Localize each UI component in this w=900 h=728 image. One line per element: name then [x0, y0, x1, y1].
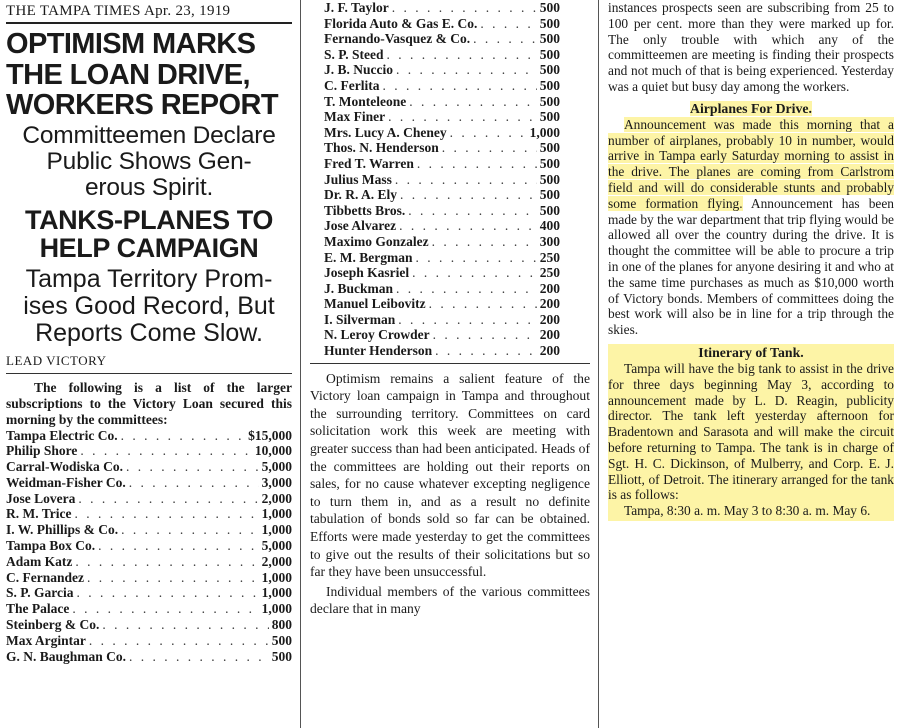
subscription-row: [324, 47, 560, 63]
subscription-amount: 3,000: [261, 474, 292, 490]
subscription-row: [6, 585, 292, 601]
subscriber-name: J. Buckman: [324, 280, 394, 296]
subscription-row: [324, 31, 560, 47]
subscriber-name: Mrs. Lucy A. Cheney: [324, 124, 447, 140]
leader-dots: [408, 203, 536, 219]
subscriber-name: Hunter Henderson: [324, 343, 433, 359]
lead-paragraph: The following is a list of the larger subscriptions to the Victory Loan secured this morning by the committees:: [6, 379, 292, 427]
leader-dots: [399, 218, 537, 234]
subscription-amount: 500: [539, 46, 560, 62]
masthead-rule: [6, 22, 292, 24]
leader-dots: [395, 172, 537, 188]
subscriber-name: Carral-Wodiska Co.: [6, 459, 124, 475]
subscription-amount: 1,000: [261, 506, 292, 522]
subscriber-name: N. Leroy Crowder: [324, 327, 430, 343]
deck-line: Committeemen Declare: [22, 121, 276, 149]
deck-2: [6, 266, 292, 347]
leader-dots: [416, 250, 537, 266]
subscription-amount: 500: [539, 15, 560, 31]
deck-1: [6, 123, 292, 201]
subscription-amount: 500: [271, 648, 292, 664]
leader-dots: [450, 125, 527, 141]
deck-line: erous Spirit.: [84, 173, 214, 201]
subscription-list: [310, 0, 590, 359]
subscription-amount: 1,000: [261, 522, 292, 538]
headline-line: TANKS-PLANES TO: [24, 204, 273, 235]
leader-dots: [80, 443, 251, 459]
headline-line: HELP CAMPAIGN: [39, 233, 259, 263]
deck-line: ises Good Record, But: [23, 291, 275, 320]
column-2: [304, 0, 596, 728]
subscription-amount: 500: [539, 140, 560, 156]
leader-dots: [398, 312, 536, 328]
subscription-row: [324, 281, 560, 297]
subscription-row: [324, 327, 560, 343]
body-paragraph: Optimism remains a salient feature of the Victory loan campaign in Tampa and throughout the surrounding territory. Committees on card solicitation work this week are meeting with greater success than had been anticipated. Heads of the committees are holding out their reports on sales, for no cause whatever excepting negligence to turn them in, and as a result no definite tabulation of bonds sold so far can be obtained. Efforts were made yesterday to get the committees to give out the results of their solicitations but so far they have been unsuccessful.: [310, 370, 590, 580]
subscription-amount: 250: [539, 265, 560, 281]
subscription-amount: 500: [539, 77, 560, 93]
subscription-amount: 1,000: [529, 124, 560, 140]
leader-dots: [102, 617, 268, 633]
subscription-row: [6, 601, 292, 617]
subscriber-name: Dr. R. A. Ely: [324, 187, 398, 203]
leader-dots: [72, 601, 258, 617]
subscription-amount: 500: [539, 109, 560, 125]
leader-dots: [121, 428, 246, 444]
subscription-amount: 500: [539, 155, 560, 171]
subscription-amount: 5,000: [261, 459, 292, 475]
subscription-amount: 500: [539, 202, 560, 218]
subscription-amount: 1,000: [261, 601, 292, 617]
subscription-row: [6, 617, 292, 633]
body-paragraph: Individual members of the various committees declare that in many: [310, 583, 590, 617]
subscription-row: [6, 570, 292, 586]
subscriber-name: Weidman-Fisher Co.: [6, 474, 126, 490]
subscriber-name: C. Ferlita: [324, 77, 380, 93]
subscription-row: [324, 78, 560, 94]
subscription-row: [324, 203, 560, 219]
subscriber-name: Philip Shore: [6, 443, 78, 459]
subscriber-name: Steinberg & Co.: [6, 617, 100, 633]
subscription-row: [324, 187, 560, 203]
subscription-row: [324, 140, 560, 156]
subscriber-name: R. M. Trice: [6, 506, 72, 522]
leader-dots: [433, 327, 537, 343]
subscriber-name: Joseph Kasriel: [324, 265, 410, 281]
column-rule: [300, 0, 301, 728]
subscription-row: [324, 312, 560, 328]
column-3: [602, 0, 900, 728]
headline-line: WORKERS REPORT: [6, 89, 278, 121]
subscription-row: [324, 62, 560, 78]
tank-itinerary: Tampa, 8:30 a. m. May 3 to 8:30 a. m. May 6.: [624, 503, 871, 519]
subscription-amount: $15,000: [248, 427, 292, 443]
subscriber-name: S. P. Steed: [324, 46, 384, 62]
subscription-row: [6, 633, 292, 649]
subscription-row: [6, 554, 292, 570]
leader-dots: [400, 187, 537, 203]
subscription-row: [6, 649, 292, 665]
subscription-amount: 200: [539, 327, 560, 343]
subscriber-name: J. F. Taylor: [324, 0, 389, 15]
subscription-amount: 300: [539, 233, 560, 249]
subscription-list: [6, 428, 292, 665]
airplanes-paragraph: [608, 117, 894, 338]
deck-line: Tampa Territory Prom-: [25, 264, 273, 293]
subscriber-name: Max Argintar: [6, 632, 86, 648]
leader-dots: [387, 47, 537, 63]
leader-dots: [78, 491, 258, 507]
subhead-tank: Itinerary of Tank.: [698, 344, 804, 360]
subscription-amount: 250: [539, 249, 560, 265]
subscriber-name: G. N. Baughman Co.: [6, 648, 127, 664]
leader-dots: [396, 281, 537, 297]
subhead-wrap: [608, 101, 894, 117]
leader-dots: [129, 649, 269, 665]
subscription-row: [324, 234, 560, 250]
leader-dots: [77, 585, 259, 601]
subscription-amount: 500: [539, 31, 560, 47]
leader-dots: [417, 156, 537, 172]
secondary-headline: [6, 206, 292, 263]
subscription-amount: 800: [271, 617, 292, 633]
subscriber-name: Maximo Gonzalez: [324, 233, 429, 249]
subscription-row: [324, 265, 560, 281]
subscription-row: [6, 506, 292, 522]
subscription-row: [324, 296, 560, 312]
subscription-row: [324, 156, 560, 172]
body-continuation: instances prospects seen are subscribing from 25 to 100 per cent. more than they were marked up for. The only trouble with which any of the committeemen are meeting is finding their prospects and not much of that is being experienced. Yesterday was a quiet but busy day among the workers.: [608, 0, 894, 94]
subscription-amount: 1,000: [261, 569, 292, 585]
subscription-row: [6, 428, 292, 444]
subscription-row: [6, 475, 292, 491]
subscription-row: [324, 218, 560, 234]
leader-dots: [75, 554, 258, 570]
subscription-row: [324, 94, 560, 110]
leader-dots: [429, 296, 537, 312]
headline-line: OPTIMISM MARKS: [6, 28, 256, 60]
subscriber-name: I. W. Phillips & Co.: [6, 522, 119, 538]
deck-line: Public Shows Gen-: [46, 147, 252, 175]
leader-dots: [87, 570, 259, 586]
subhead-airplanes: Airplanes For Drive.: [690, 100, 812, 116]
leader-dots: [126, 459, 259, 475]
subscriber-name: S. P. Garcia: [6, 585, 74, 601]
subscription-amount: 2,000: [261, 490, 292, 506]
leader-dots: [89, 633, 269, 649]
subscription-amount: 500: [271, 632, 292, 648]
subscriber-name: T. Monteleone: [324, 93, 407, 109]
subscriber-name: Jose Lovera: [6, 490, 76, 506]
subscription-amount: 2,000: [261, 553, 292, 569]
subscription-row: [6, 459, 292, 475]
subscription-amount: 200: [539, 311, 560, 327]
section-rule: [6, 373, 292, 374]
subscriber-name: Max Finer: [324, 109, 386, 125]
subscription-amount: 5,000: [261, 538, 292, 554]
subscriber-name: J. B. Nuccio: [324, 62, 393, 78]
subscription-amount: 200: [539, 280, 560, 296]
subscription-row: [324, 0, 560, 16]
subscription-amount: 500: [539, 62, 560, 78]
subscription-row: [6, 443, 292, 459]
section-rule: [310, 363, 590, 364]
leader-dots: [409, 94, 537, 110]
leader-dots: [388, 109, 537, 125]
subscriber-name: Tampa Electric Co.: [6, 427, 118, 443]
leader-dots: [412, 265, 537, 281]
leader-dots: [396, 62, 537, 78]
subscriber-name: I. Silverman: [324, 311, 396, 327]
subscriber-name: Fred T. Warren: [324, 155, 414, 171]
headline-line: THE LOAN DRIVE,: [6, 58, 250, 91]
subscriber-name: Florida Auto & Gas E. Co.: [324, 15, 478, 31]
subscription-row: [324, 172, 560, 188]
subscriber-name: Julius Mass: [324, 171, 392, 187]
leader-dots: [473, 31, 537, 47]
subscription-amount: 500: [539, 187, 560, 203]
masthead: THE TAMPA TIMES Apr. 23, 1919: [6, 3, 231, 19]
leader-dots: [121, 522, 258, 538]
deck-line: Reports Come Slow.: [35, 318, 263, 347]
leader-dots: [435, 343, 537, 359]
subscription-amount: 400: [539, 218, 560, 234]
subscription-row: [6, 538, 292, 554]
kicker: LEAD VICTORY: [6, 352, 107, 368]
leader-dots: [392, 0, 537, 16]
subscriber-name: Tibbetts Bros.: [324, 202, 406, 218]
subscriber-name: Fernando-Vasquez & Co.: [324, 31, 471, 47]
column-rule: [598, 0, 599, 728]
subscription-row: [324, 250, 560, 266]
subscription-row: [324, 16, 560, 32]
leader-dots: [382, 78, 536, 94]
subscription-row: [6, 491, 292, 507]
subscription-amount: 200: [539, 343, 560, 359]
tank-paragraph: Tampa will have the big tank to assist in the drive for three days beginning May 3, according to announcement made by L. D. Reagin, publicity director. The tank left yesterday afternoon for Bradentown and Sarasota and will make the circuit before returning to Tampa. The tank is in charge of Sgt. H. C. Dickinson, of Mulberry, and Corp. E. J. Elliott, of Detroit. The itinerary arranged for the tank is as follows:: [608, 360, 894, 503]
tank-section: [608, 344, 894, 521]
subscriber-name: E. M. Bergman: [324, 249, 413, 265]
subscription-row: [324, 343, 560, 359]
subscriber-name: Adam Katz: [6, 553, 73, 569]
subscription-row: [324, 109, 560, 125]
subscription-amount: 200: [539, 296, 560, 312]
highlighted-text: Announcement was made this morning that a number of airplanes, probably 10 in number, would arrive in Tampa early Saturday morning to assist in the drive. The planes are coming from Carlstrom field and will do considerable stunts and probably some formation flying.: [608, 116, 894, 211]
leader-dots: [432, 234, 537, 250]
subscriber-name: The Palace: [6, 601, 70, 617]
subscriber-name: Jose Alvarez: [324, 218, 397, 234]
subscriber-name: Manuel Leibovitz: [324, 296, 426, 312]
subscriber-name: Thos. N. Henderson: [324, 140, 439, 156]
leader-dots: [129, 475, 259, 491]
airplanes-text: Announcement has been made by the war department that trip flying would be allowed all over the country during the drive. It is thought the committee will be able to procure a trip in one of the planes for anyone desiring it and who at the same time purchases as much as $10,000 worth of Victory bonds. Members of committees doing the best work will also be in line for a trip through the skies.: [608, 195, 894, 338]
column-1: [0, 0, 298, 728]
subscription-amount: 1,000: [261, 585, 292, 601]
subscriber-name: Tampa Box Co.: [6, 538, 96, 554]
leader-dots: [74, 506, 258, 522]
subscription-amount: 500: [539, 171, 560, 187]
subscriber-name: C. Fernandez: [6, 569, 84, 585]
leader-dots: [98, 538, 258, 554]
leader-dots: [442, 140, 537, 156]
leader-dots: [480, 16, 536, 32]
subscription-row: [324, 125, 560, 141]
subscription-amount: 500: [539, 93, 560, 109]
main-headline: [6, 29, 292, 121]
subscription-row: [6, 522, 292, 538]
subscription-amount: 500: [539, 0, 560, 15]
subscription-amount: 10,000: [254, 443, 292, 459]
